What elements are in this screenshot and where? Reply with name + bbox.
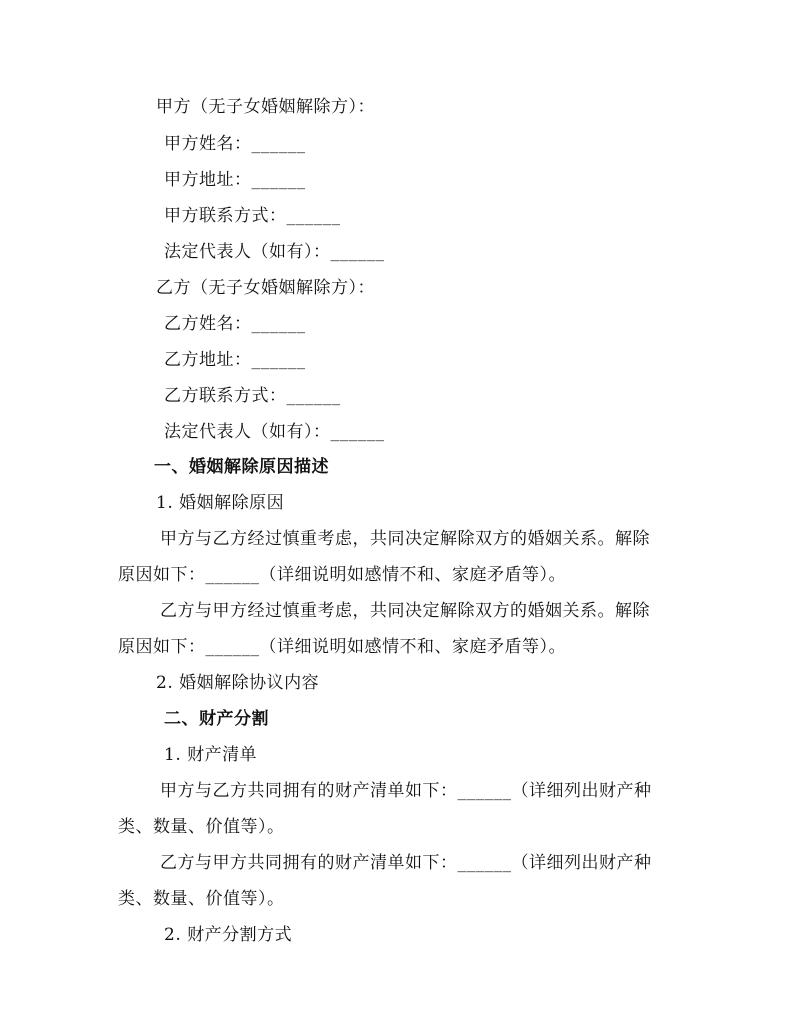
party-a-name: 甲方姓名：______ [164, 134, 306, 154]
party-a-address: 甲方地址：______ [164, 170, 306, 190]
section-2-para-a-line-2: 类、数量、价值等）。 [118, 817, 285, 837]
party-b-legal-rep: 法定代表人（如有）：______ [164, 422, 385, 442]
section-1-title: 一、婚姻解除原因描述 [154, 457, 329, 477]
section-1-para-b-line-2: 原因如下：______（详细说明如感情不和、家庭矛盾等）。 [118, 637, 566, 657]
section-2-para-a-line-1: 甲方与乙方共同拥有的财产清单如下：______（详细列出财产种 [160, 781, 652, 801]
party-b-name: 乙方姓名：______ [164, 314, 306, 334]
section-1-para-a-line-1: 甲方与乙方经过慎重考虑，共同决定解除双方的婚姻关系。解除 [160, 529, 650, 549]
section-1-item-1-title: 1. 婚姻解除原因 [156, 493, 285, 513]
section-1-item-2-title: 2. 婚姻解除协议内容 [156, 673, 320, 693]
section-2-item-2-title: 2. 财产分割方式 [164, 925, 293, 945]
section-2-item-1-title: 1. 财产清单 [164, 745, 258, 765]
party-b-contact: 乙方联系方式：______ [164, 386, 341, 406]
section-2-para-b-line-2: 类、数量、价值等）。 [118, 889, 285, 909]
section-2-title: 二、财产分割 [164, 709, 269, 729]
section-1-para-b-line-1: 乙方与甲方经过慎重考虑，共同决定解除双方的婚姻关系。解除 [160, 601, 650, 621]
party-a-heading: 甲方（无子女婚姻解除方）： [156, 97, 375, 117]
party-b-heading: 乙方（无子女婚姻解除方）： [156, 278, 375, 298]
party-a-legal-rep: 法定代表人（如有）：______ [164, 242, 385, 262]
section-1-para-a-line-2: 原因如下：______（详细说明如感情不和、家庭矛盾等）。 [118, 565, 566, 585]
section-2-para-b-line-1: 乙方与甲方共同拥有的财产清单如下：______（详细列出财产种 [160, 853, 652, 873]
party-a-contact: 甲方联系方式：______ [164, 206, 341, 226]
party-b-address: 乙方地址：______ [164, 350, 306, 370]
